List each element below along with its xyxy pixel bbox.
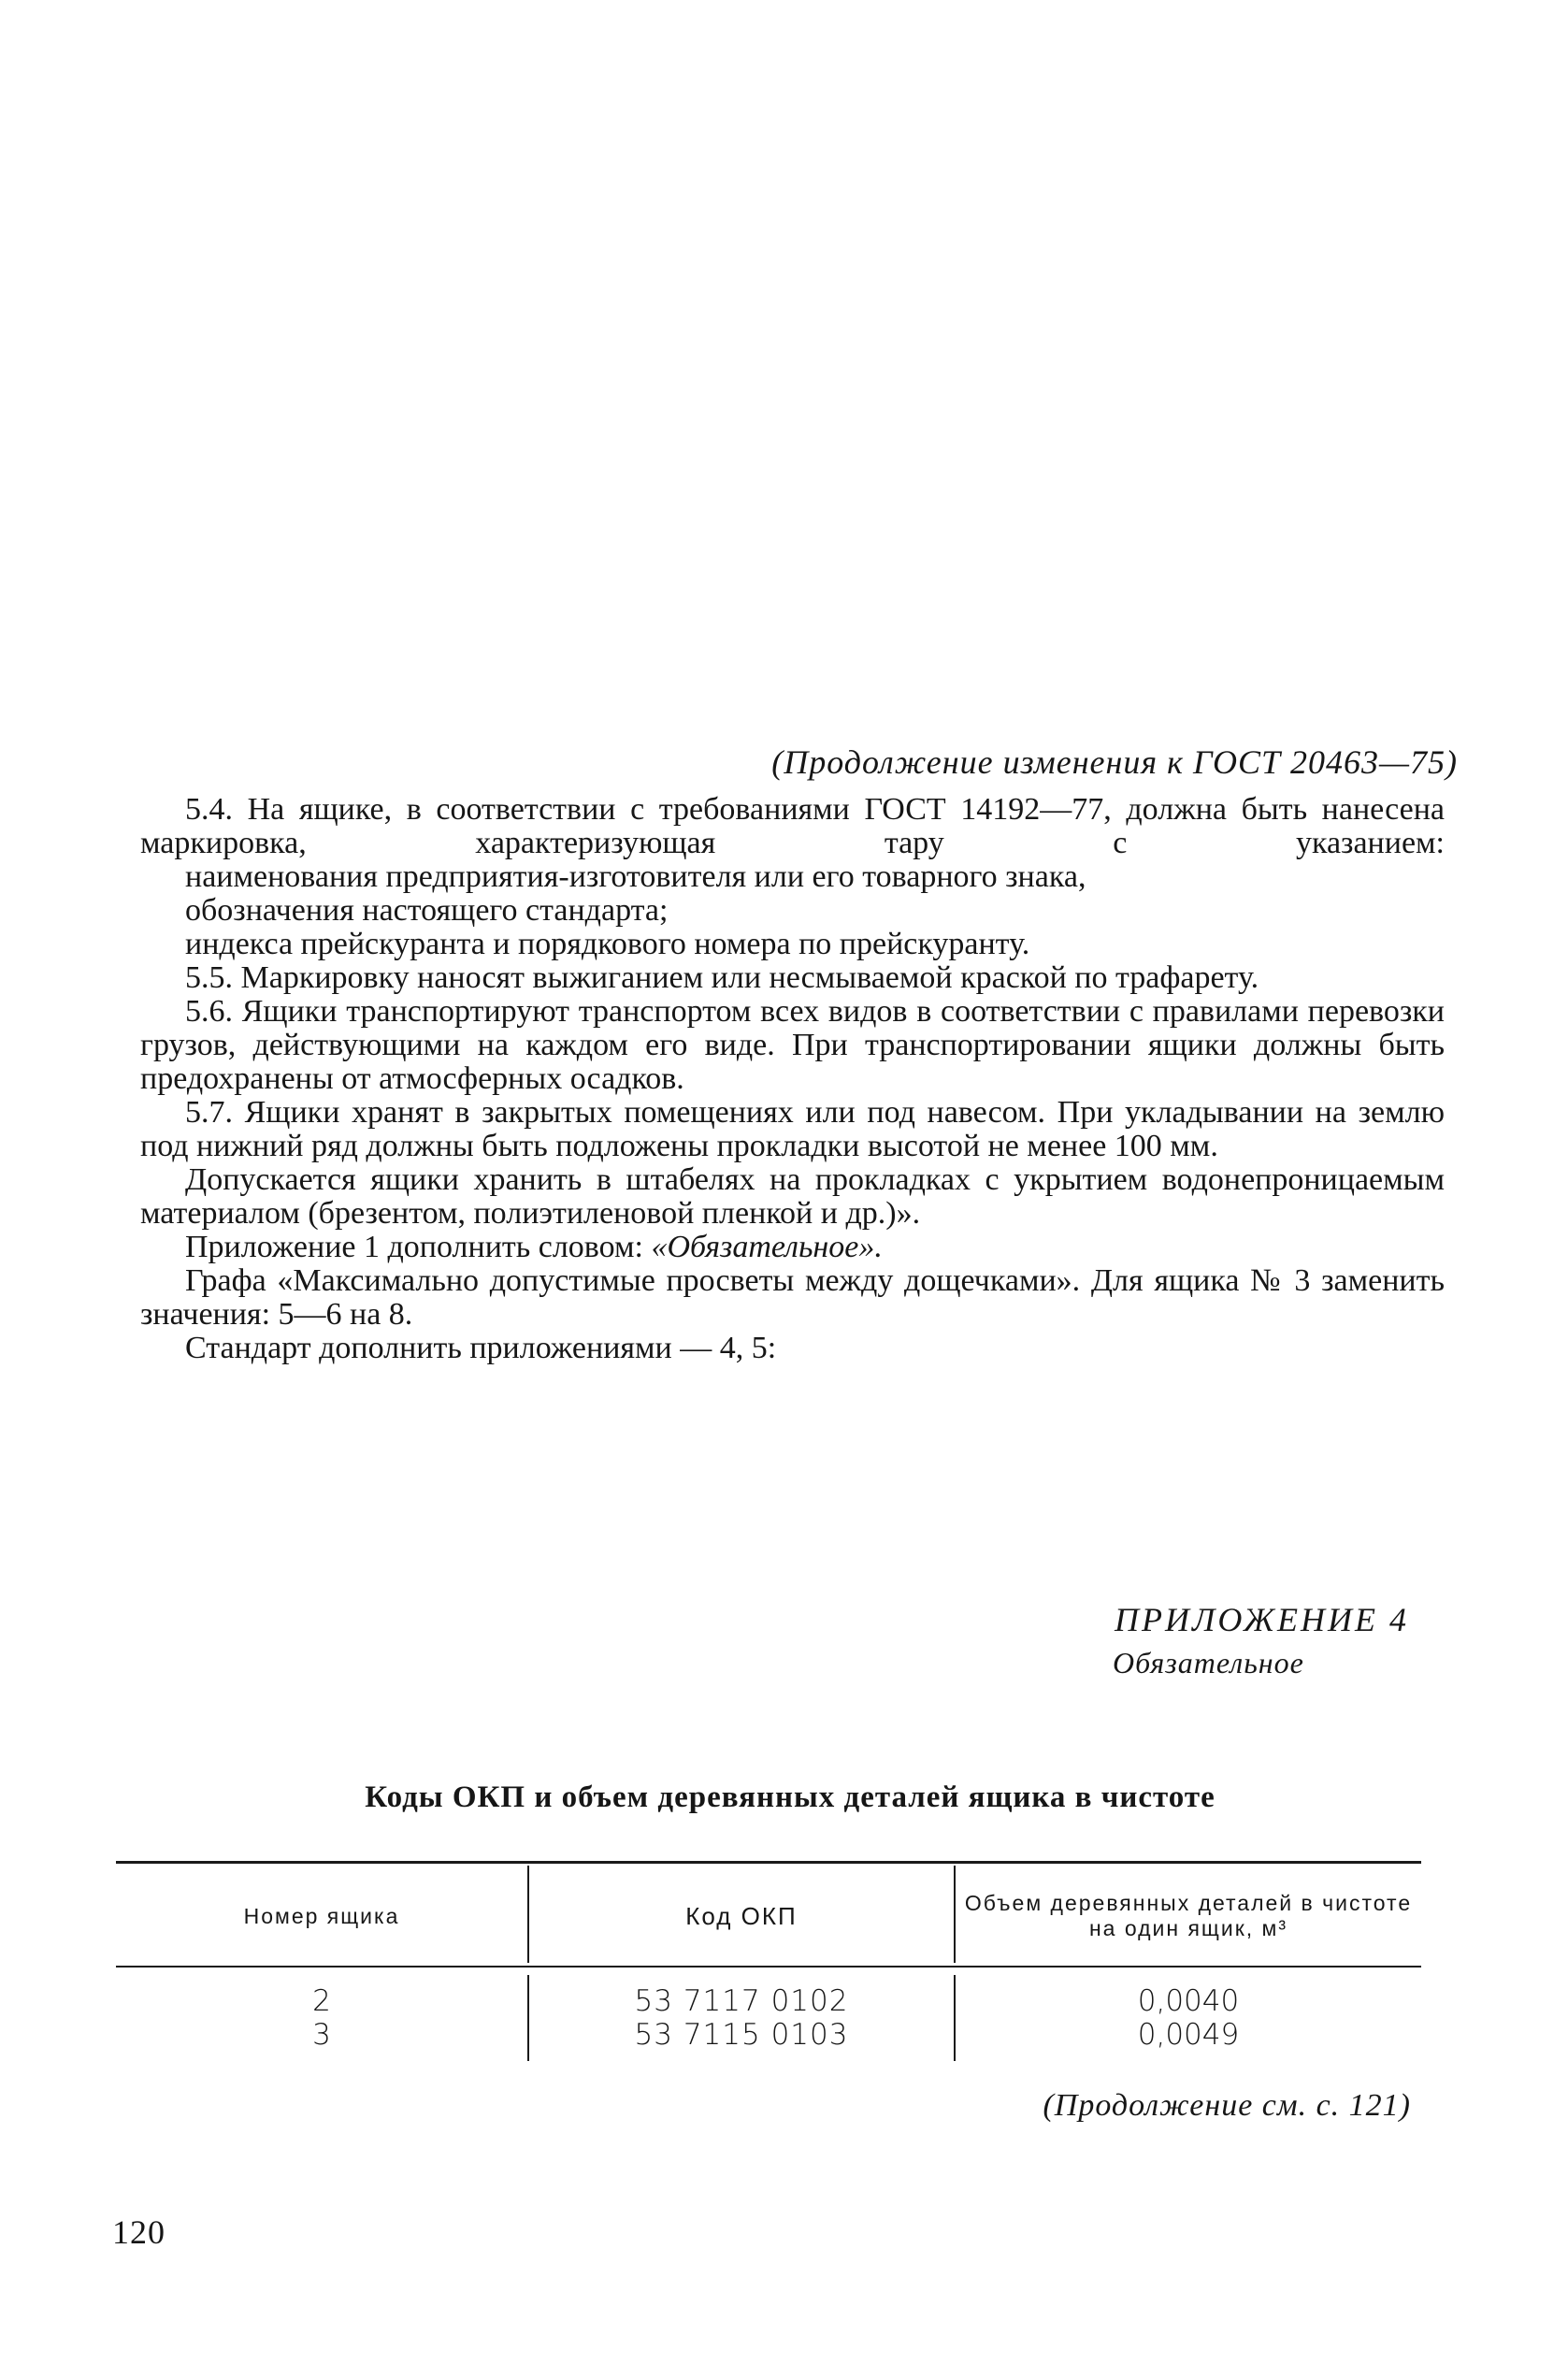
table-title: Коды ОКП и объем деревянных деталей ящика в чистоте [365,1780,1216,1814]
cell-okp-code: 53 7117 0102 [634,1984,849,2018]
column-header-volume: Объем деревянных деталей в чистоте на один ящик, м³ [964,1891,1413,1940]
cell-box-number: 3 [312,2018,331,2052]
marking-item-manufacturer: наименования предприятия-изготовителя или его товарного знака, [185,859,1086,894]
marking-item-price-index: индекса прейскуранта и порядкового номера по прейскуранту. [185,927,1030,961]
table-top-rule [116,1861,1421,1864]
cell-okp-code: 53 7115 0103 [634,2018,849,2052]
table-body [116,1984,1421,2052]
continuation-header: (Продолжение изменения к ГОСТ 20463—75) [771,743,1458,781]
cell-volume: 0,0040 [1137,1984,1240,2018]
marking-item-standard: обозначения настоящего стандарта; [185,893,669,928]
appendix-1-word: «Обязательное». [651,1230,883,1264]
column-header-box-number: Номер ящика [243,1903,400,1928]
paragraph-column-change: Графа «Максимально допустимые просветы между дощечками». Для ящика № 3 заменить значения: 5—6 на 8. [140,1263,1445,1332]
cell-box-number: 2 [312,1984,331,2018]
cell-volume: 0,0049 [1137,2018,1240,2052]
continuation-footer: (Продолжение см. с. 121) [1043,2088,1411,2123]
appendix-1-text: Приложение 1 дополнить словом: [185,1230,643,1264]
amendment-text [140,793,1445,1365]
paragraph-5-5: 5.5. Маркировку наносят выжиганием или несмываемой краской по трафарету. [185,960,1259,995]
table-row [116,1984,1421,2018]
appendix-heading: ПРИЛОЖЕНИЕ 4 [1115,1601,1409,1638]
column-header-okp-code: Код ОКП [685,1901,798,1930]
appendix-subheading: Обязательное [1113,1646,1304,1679]
paragraph-storage: Допускается ящики хранить в штабелях на прокладках с укрытием водонепроницаемым материалом (брезентом, полиэтиленовой пленкой и др.)». [140,1162,1445,1231]
table-row [116,2018,1421,2052]
paragraph-5-4: 5.4. На ящике, в соответствии с требованиями ГОСТ 14192—77, должна быть нанесена маркировка, характеризующая тару с указанием: [140,792,1445,860]
table-header-rule [116,1966,1421,1968]
page-number: 120 [112,2213,165,2251]
paragraph-appendix-1 [140,1231,1445,1264]
paragraph-5-6: 5.6. Ящики транспортируют транспортом всех видов в соответствии с правилами перевозки грузов, действующими на каждом его виде. При транспортировании ящики должны быть предохранены от атмосферных осадков. [140,994,1445,1096]
paragraph-add-appendices: Стандарт дополнить приложениями — 4, 5: [185,1331,777,1365]
paragraph-5-7: 5.7. Ящики хранят в закрытых помещениях или под навесом. При укладывании на землю под нижний ряд должны быть подложены прокладки высотой не менее 100 мм. [140,1095,1445,1163]
